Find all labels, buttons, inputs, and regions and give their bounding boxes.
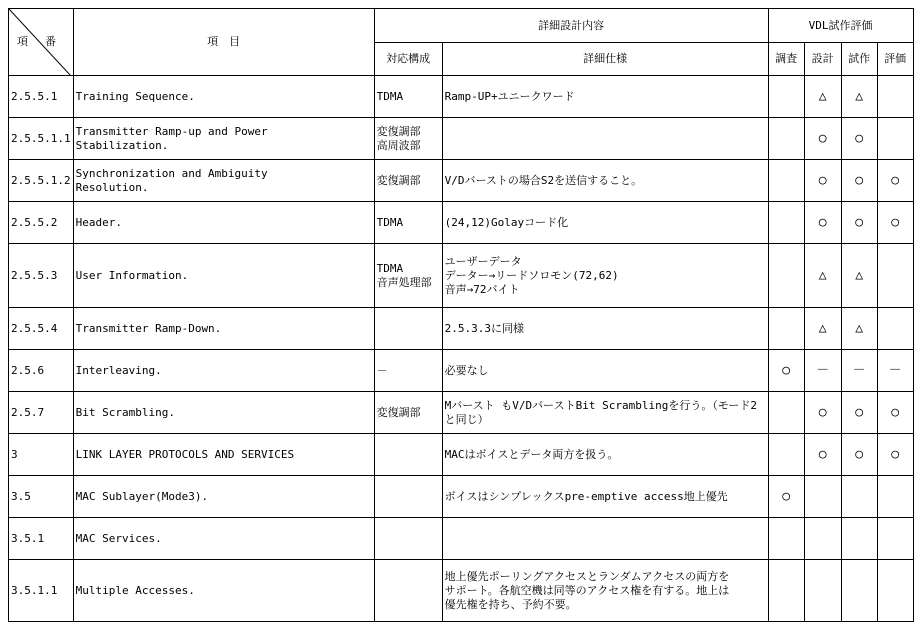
cell-survey	[768, 118, 804, 160]
cell-spec: 地上優先ポーリングアクセスとランダムアクセスの両方を サポート。各航空機は同等のアクセス権を有する。地上は 優先権を持ち、予約不要。	[442, 560, 768, 622]
header-config: 対応構成	[374, 43, 442, 76]
cell-spec: ボイスはシンプレックスpre-emptive access地上優先	[442, 476, 768, 518]
cell-config: TDMA	[374, 202, 442, 244]
table-row	[9, 350, 914, 392]
header-design: 設計	[804, 43, 841, 76]
cell-evaluation	[877, 76, 913, 118]
header-item: 項 目	[73, 9, 374, 76]
spec-table	[8, 8, 914, 622]
cell-evaluation	[877, 244, 913, 308]
cell-number: 2.5.5.2	[9, 202, 74, 244]
cell-prototype	[841, 518, 877, 560]
cell-evaluation	[877, 308, 913, 350]
table-row	[9, 308, 914, 350]
header-vdl-evaluation: VDL試作評価	[768, 9, 913, 43]
cell-item: Transmitter Ramp-Down.	[73, 308, 374, 350]
cell-design: △	[804, 76, 841, 118]
cell-item: MAC Services.	[73, 518, 374, 560]
cell-prototype: ○	[841, 392, 877, 434]
cell-spec: V/Dバーストの場合S2を送信すること。	[442, 160, 768, 202]
cell-survey	[768, 434, 804, 476]
cell-prototype	[841, 560, 877, 622]
cell-item: Bit Scrambling.	[73, 392, 374, 434]
cell-survey	[768, 560, 804, 622]
cell-item: Synchronization and Ambiguity Resolution.	[73, 160, 374, 202]
cell-spec: MACはボイスとデータ両方を扱う。	[442, 434, 768, 476]
cell-item: Transmitter Ramp-up and Power Stabilization.	[73, 118, 374, 160]
table-row	[9, 434, 914, 476]
cell-number: 2.5.5.4	[9, 308, 74, 350]
table-row	[9, 160, 914, 202]
cell-config: 変復調部	[374, 392, 442, 434]
cell-number: 3	[9, 434, 74, 476]
cell-evaluation: ○	[877, 160, 913, 202]
cell-config	[374, 308, 442, 350]
cell-config	[374, 434, 442, 476]
cell-prototype: ○	[841, 118, 877, 160]
cell-prototype: ○	[841, 202, 877, 244]
cell-item: User Information.	[73, 244, 374, 308]
header-item-number-b: 番	[45, 35, 56, 48]
cell-config: TDMA 音声処理部	[374, 244, 442, 308]
cell-prototype: △	[841, 244, 877, 308]
cell-config: －	[374, 350, 442, 392]
cell-survey	[768, 518, 804, 560]
cell-prototype: △	[841, 76, 877, 118]
header-spec: 詳細仕様	[442, 43, 768, 76]
cell-item: Multiple Accesses.	[73, 560, 374, 622]
cell-survey	[768, 160, 804, 202]
cell-design: ○	[804, 434, 841, 476]
cell-number: 2.5.7	[9, 392, 74, 434]
cell-prototype	[841, 476, 877, 518]
table-row	[9, 76, 914, 118]
cell-spec	[442, 518, 768, 560]
cell-item: Training Sequence.	[73, 76, 374, 118]
cell-design: ○	[804, 202, 841, 244]
cell-spec: 2.5.3.3に同様	[442, 308, 768, 350]
cell-evaluation	[877, 518, 913, 560]
cell-survey: ○	[768, 476, 804, 518]
cell-item: LINK LAYER PROTOCOLS AND SERVICES	[73, 434, 374, 476]
cell-spec: (24,12)Golayコード化	[442, 202, 768, 244]
cell-config	[374, 518, 442, 560]
cell-spec: Ramp-UP+ユニークワード	[442, 76, 768, 118]
cell-evaluation: ○	[877, 202, 913, 244]
cell-spec: ユーザーデータ データー→リードソロモン(72,62) 音声→72バイト	[442, 244, 768, 308]
header-prototype: 試作	[841, 43, 877, 76]
header-survey: 調査	[768, 43, 804, 76]
cell-number: 3.5.1	[9, 518, 74, 560]
header-detail-design: 詳細設計内容	[374, 9, 768, 43]
cell-evaluation	[877, 560, 913, 622]
table-row	[9, 560, 914, 622]
cell-number: 2.5.5.1	[9, 76, 74, 118]
cell-item: Interleaving.	[73, 350, 374, 392]
cell-design: △	[804, 308, 841, 350]
cell-config	[374, 560, 442, 622]
cell-survey	[768, 76, 804, 118]
cell-config	[374, 476, 442, 518]
cell-design: ○	[804, 160, 841, 202]
cell-number: 2.5.6	[9, 350, 74, 392]
cell-item: Header.	[73, 202, 374, 244]
cell-spec	[442, 118, 768, 160]
cell-prototype: ○	[841, 160, 877, 202]
cell-number: 2.5.5.1.1	[9, 118, 74, 160]
cell-design	[804, 560, 841, 622]
cell-survey: ○	[768, 350, 804, 392]
cell-design: ○	[804, 392, 841, 434]
cell-prototype: ○	[841, 434, 877, 476]
cell-number: 2.5.5.1.2	[9, 160, 74, 202]
cell-config: TDMA	[374, 76, 442, 118]
table-row	[9, 118, 914, 160]
table-row	[9, 244, 914, 308]
cell-design: －	[804, 350, 841, 392]
cell-number: 3.5.1.1	[9, 560, 74, 622]
cell-evaluation	[877, 118, 913, 160]
cell-item: MAC Sublayer(Mode3).	[73, 476, 374, 518]
cell-evaluation: ○	[877, 392, 913, 434]
table-row	[9, 476, 914, 518]
table-row	[9, 392, 914, 434]
cell-design: △	[804, 244, 841, 308]
table-row	[9, 518, 914, 560]
cell-design	[804, 476, 841, 518]
cell-design: ○	[804, 118, 841, 160]
cell-config: 変復調部 高周波部	[374, 118, 442, 160]
table-row	[9, 202, 914, 244]
cell-design	[804, 518, 841, 560]
cell-evaluation: －	[877, 350, 913, 392]
cell-prototype: －	[841, 350, 877, 392]
cell-number: 3.5	[9, 476, 74, 518]
cell-survey	[768, 244, 804, 308]
cell-survey	[768, 392, 804, 434]
cell-survey	[768, 202, 804, 244]
cell-prototype: △	[841, 308, 877, 350]
header-item-number	[9, 9, 74, 76]
cell-spec: 必要なし	[442, 350, 768, 392]
cell-config: 変復調部	[374, 160, 442, 202]
header-item-number-a: 項	[17, 35, 28, 48]
cell-number: 2.5.5.3	[9, 244, 74, 308]
header-evaluation: 評価	[877, 43, 913, 76]
cell-survey	[768, 308, 804, 350]
cell-spec: Mバースト もV/DバーストBit Scramblingを行う。（モード2 と同じ）	[442, 392, 768, 434]
cell-evaluation	[877, 476, 913, 518]
cell-evaluation: ○	[877, 434, 913, 476]
